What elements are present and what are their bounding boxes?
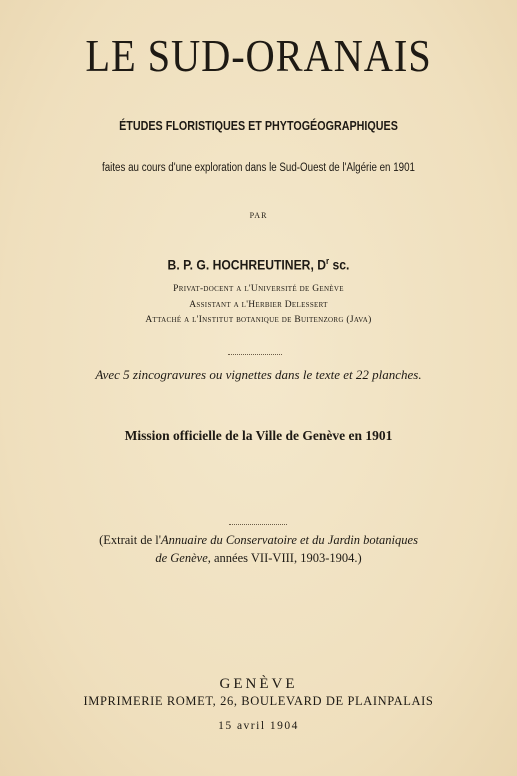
by-label: PAR [249, 211, 268, 220]
expedition-line: faites au cours d'une exploration dans le Sud-Ouest de l'Algérie en 1901 [102, 162, 415, 174]
affiliation-3: Attaché a l'Institut botanique de Buitenzorg (Java) [145, 315, 372, 325]
divider-rule [229, 524, 287, 525]
book-title: LE SUD-ORANAIS [85, 30, 432, 81]
extract-volume: , années VII-VIII, 1903-1904.) [207, 551, 362, 565]
imprint-city: GENÈVE [219, 676, 298, 692]
affiliation-2: Assistant a l'Herbier Delessert [189, 300, 328, 310]
extract-journal-city: de Genève [155, 551, 208, 565]
mission-statement: Mission officielle de la Ville de Genève en 1901 [124, 428, 393, 443]
author-degree-sup: r [325, 256, 330, 266]
author-degree: sc. [329, 257, 350, 273]
book-subtitle: ÉTUDES FLORISTIQUES ET PHYTOGÉOGRAPHIQUES [119, 119, 398, 133]
extract-line-1 [0, 533, 517, 548]
imprint-printer: IMPRIMERIE ROMET, 26, BOULEVARD DE PLAINPALAIS [83, 694, 434, 708]
extract-open: (Extrait de l' [99, 533, 162, 547]
illustrations-note: Avec 5 zincogravures ou vignettes dans le texte et 22 planches. [95, 367, 422, 382]
imprint-date: 15 avril 1904 [218, 720, 299, 732]
divider-rule [228, 354, 282, 355]
extract-line-2 [0, 551, 517, 566]
author-name-text: B. P. G. HOCHREUTINER, D [167, 257, 326, 273]
author-name [26, 256, 491, 273]
affiliation-1: Privat-docent a l'Université de Genève [173, 284, 344, 294]
extract-journal: Annuaire du Conservatoire et du Jardin botaniques [161, 533, 418, 547]
